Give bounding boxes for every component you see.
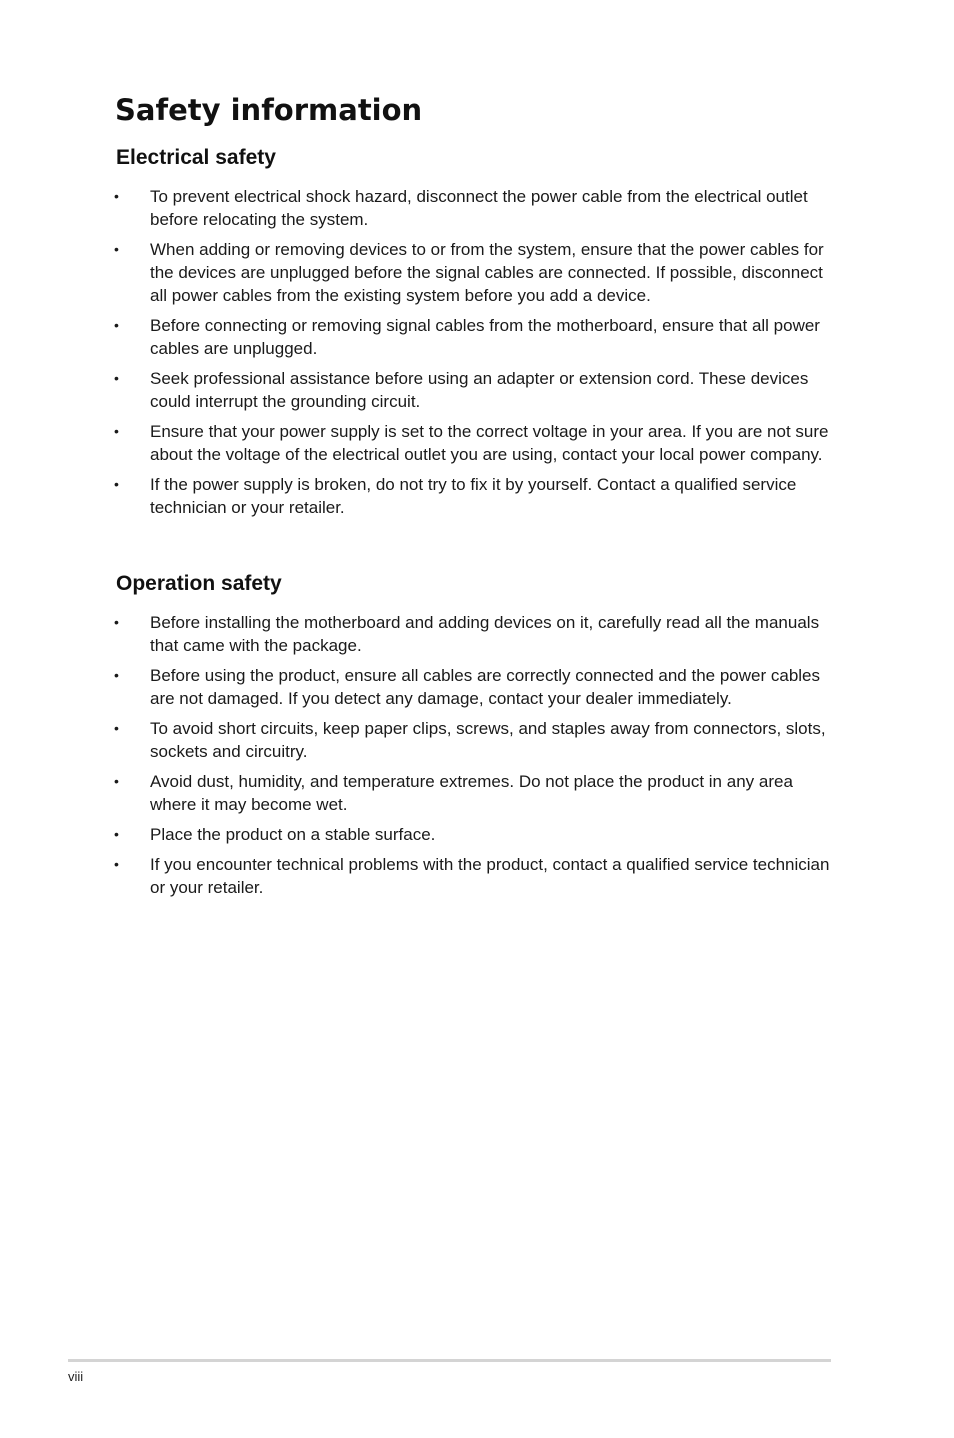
list-item-text: Place the product on a stable surface. (150, 825, 436, 844)
list-item (114, 717, 834, 763)
bullet-icon: • (114, 476, 119, 492)
list-item (114, 420, 834, 466)
bullet-icon: • (114, 773, 119, 789)
list-item-text: To avoid short circuits, keep paper clips, screws, and staples away from connectors, slots, sockets and circuitry. (150, 719, 826, 761)
list-item-text: Seek professional assistance before using an adapter or extension cord. These devices could interrupt the grounding circuit. (150, 369, 809, 411)
operation-safety-list (114, 611, 834, 906)
list-item (114, 473, 834, 519)
bullet-icon: • (114, 826, 119, 842)
list-item-text: To prevent electrical shock hazard, disconnect the power cable from the electrical outlet before relocating the system. (150, 187, 808, 229)
list-item-text: Avoid dust, humidity, and temperature extremes. Do not place the product in any area where it may become wet. (150, 772, 793, 814)
list-item (114, 664, 834, 710)
footer-divider (68, 1359, 831, 1362)
list-item (114, 185, 834, 231)
list-item (114, 367, 834, 413)
bullet-icon: • (114, 423, 119, 439)
list-item-text: If the power supply is broken, do not try to fix it by yourself. Contact a qualified service technician or your retailer. (150, 475, 797, 517)
operation-safety-heading: Operation safety (116, 572, 282, 595)
list-item-text: Before installing the motherboard and adding devices on it, carefully read all the manuals that came with the package. (150, 613, 820, 655)
list-item-text: Before using the product, ensure all cables are correctly connected and the power cables are not damaged. If you detect any damage, contact your dealer immediately. (150, 666, 821, 708)
list-item-text: Ensure that your power supply is set to the correct voltage in your area. If you are not sure about the voltage of the electrical outlet you are using, contact your local power company. (150, 422, 829, 464)
list-item-text: Before connecting or removing signal cables from the motherboard, ensure that all power cables are unplugged. (150, 316, 820, 358)
bullet-icon: • (114, 667, 119, 683)
bullet-icon: • (114, 241, 119, 257)
bullet-icon: • (114, 856, 119, 872)
list-item (114, 853, 834, 899)
list-item (114, 770, 834, 816)
list-item-text: If you encounter technical problems with the product, contact a qualified service technician or your retailer. (150, 855, 830, 897)
electrical-safety-heading: Electrical safety (116, 146, 276, 169)
bullet-icon: • (114, 614, 119, 630)
electrical-safety-list (114, 185, 834, 526)
list-item (114, 238, 834, 307)
page-number: viii (68, 1369, 84, 1384)
list-item (114, 314, 834, 360)
page-title: Safety information (115, 93, 423, 127)
list-item (114, 611, 834, 657)
bullet-icon: • (114, 370, 119, 386)
list-item-text: When adding or removing devices to or from the system, ensure that the power cables for the devices are unplugged before the signal cables are connected. If possible, disconnect all power cables from the existing system before you add a device. (150, 240, 824, 305)
bullet-icon: • (114, 317, 119, 333)
bullet-icon: • (114, 188, 119, 204)
bullet-icon: • (114, 720, 119, 736)
list-item (114, 823, 834, 846)
